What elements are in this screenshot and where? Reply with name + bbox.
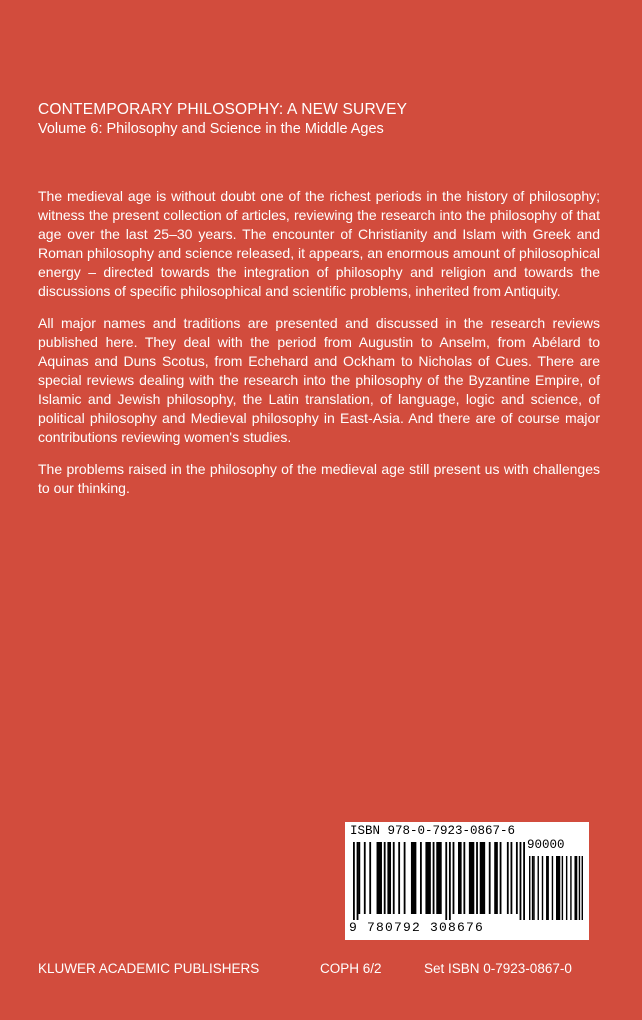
barcode-bar [411, 842, 416, 914]
barcode-bar [562, 856, 563, 920]
barcode-bar [458, 842, 462, 914]
blurb-paragraph: All major names and traditions are presented and discussed in the research reviews published here. They deal with the period from Augustin to Anselm, from Abélard to Aquinas and Duns Scotus, from Echehard and Ockham to Nicholas of Cues. There are special reviews dealing with the research into the philosophy of the Byzantine Empire, of Islamic and Jewish philosophy, the Latin translation, of language, logic and science, of political philosophy and Medieval philosophy in East-Asia. And there are of course major contributions reviewing women's studies. [38, 315, 600, 445]
series-code: COPH 6/2 [320, 961, 382, 976]
blurb-paragraph: The medieval age is without doubt one of the richest periods in the history of philosophy; witness the present collection of articles, reviewing the research into the philosophy of that age over the last 25–30 years. The encounter of Christianity and Islam with Greek and Roman philosophy and science released, it appears, an enormous amount of philosophical energy – directed towards the integration of philosophy and religion and towards the discussions of specific philosophical and scientific problems, inherited from Antiquity. [38, 188, 600, 299]
barcode-bar [582, 856, 583, 920]
barcode-bar [425, 842, 430, 914]
barcode-bar [520, 842, 522, 920]
ean-digits: 9 780792 308676 [349, 920, 485, 935]
barcode-bar [353, 842, 355, 920]
barcode-bar [538, 856, 539, 920]
ean13-barcode-icon [353, 842, 525, 920]
barcode-bar [377, 842, 382, 914]
barcode-bar [574, 856, 577, 920]
blurb-text [38, 187, 600, 511]
series-header [38, 100, 598, 139]
barcode-bar [358, 842, 360, 914]
footer [38, 961, 594, 981]
barcode-bar [529, 856, 530, 920]
barcode-bar [387, 842, 391, 914]
publisher-name: KLUWER ACADEMIC PUBLISHERS [38, 961, 260, 976]
barcode-bar [546, 856, 549, 920]
series-title: CONTEMPORARY PHILOSOPHY: A NEW SURVEY [38, 101, 408, 118]
barcode-bar [494, 842, 498, 914]
barcode-bar [570, 856, 571, 920]
barcode-bar [489, 842, 491, 914]
barcode-bar [445, 842, 447, 920]
barcode-bar [469, 842, 474, 914]
barcode-bar [566, 856, 567, 920]
barcode-bar [404, 842, 406, 914]
barcode-bar [420, 842, 422, 914]
barcode-bar [542, 856, 543, 920]
volume-title: Volume 6: Philosophy and Science in the Middle Ages [38, 121, 384, 137]
blurb-paragraph: The problems raised in the philosophy of the medieval age still present us with challenges to our thinking. [38, 461, 600, 496]
barcode-bar [398, 842, 400, 914]
barcode-bar [579, 856, 580, 920]
barcode-bar [556, 856, 560, 920]
barcode-bar [500, 842, 502, 914]
barcode-bar [453, 842, 455, 914]
barcode-bar [532, 856, 533, 920]
barcode-bar [523, 842, 525, 920]
set-isbn: Set ISBN 0-7923-0867-0 [424, 961, 572, 976]
barcode-label [345, 822, 589, 940]
barcode-bar [511, 842, 513, 914]
barcode-bar [449, 842, 451, 920]
barcode-bar [480, 842, 485, 914]
barcode-bar [357, 842, 359, 920]
price-code: 90000 [527, 838, 565, 852]
barcode-bar [384, 842, 386, 914]
addon-barcode-icon [529, 856, 583, 920]
barcode-bar [552, 856, 553, 920]
barcode-bar [533, 856, 534, 920]
barcode-bar [516, 842, 518, 914]
barcode-bar [463, 842, 465, 914]
barcode-bar [369, 842, 371, 914]
barcode-bar [433, 842, 435, 914]
isbn-text: ISBN 978-0-7923-0867-6 [350, 824, 516, 838]
barcode-bar [393, 842, 395, 914]
barcode-bar [507, 842, 509, 914]
barcode-bar [436, 842, 441, 914]
barcode-bar [364, 842, 366, 914]
barcode-bar [476, 842, 478, 914]
